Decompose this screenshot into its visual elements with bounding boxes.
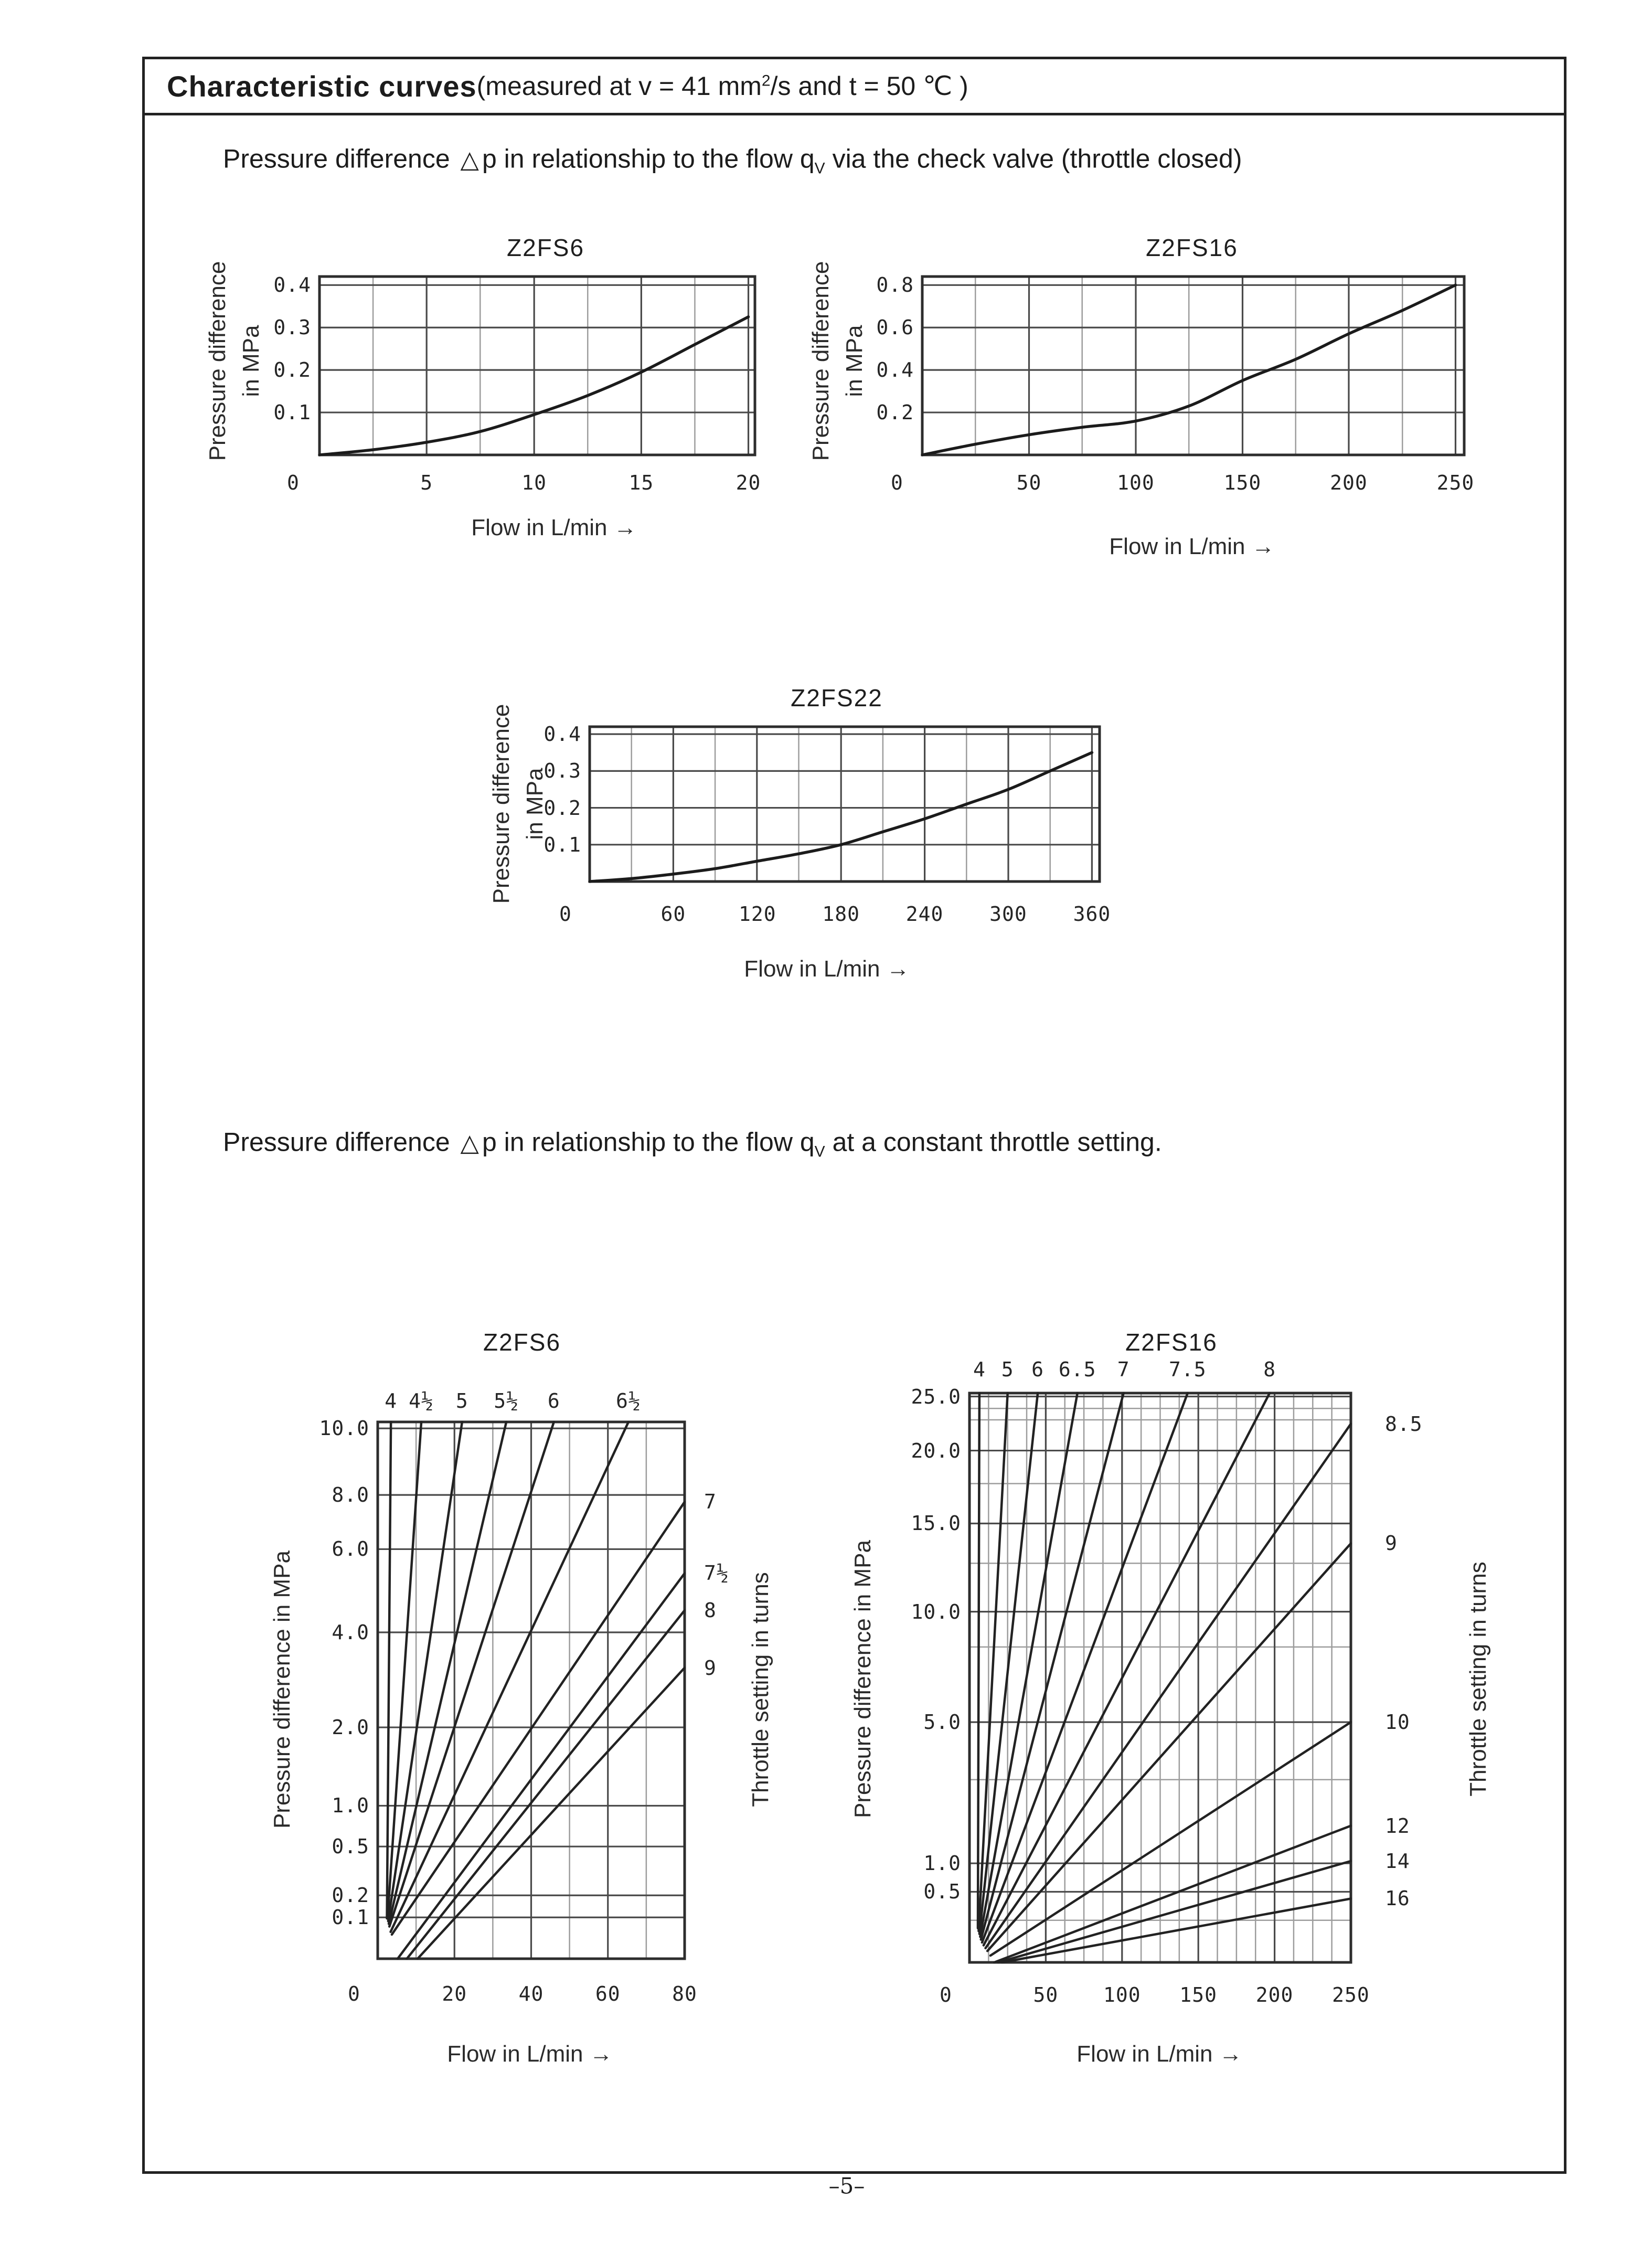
z2fs16-throttle-x-tick-label: 250 <box>1332 1983 1370 2006</box>
z2fs22-check-y-tick-label: 0.3 <box>543 759 581 783</box>
z2fs16-throttle-right-setting-label: 16 <box>1385 1887 1410 1910</box>
z2fs6-throttle-x-tick-label: 60 <box>595 1982 621 2005</box>
z2fs22-check-x-tick-label: 60 <box>660 902 686 926</box>
z2fs16-throttle-setting-line-4 <box>978 1393 979 1928</box>
z2fs16-throttle-x-tick-label: 200 <box>1255 1983 1294 2006</box>
z2fs16-throttle-y-tick-label: 5.0 <box>923 1711 961 1734</box>
z2fs6-throttle-y-tick-label: 2.0 <box>332 1716 369 1739</box>
z2fs6-throttle-y-tick-label: 1.0 <box>332 1794 369 1818</box>
z2fs16-throttle-setting-line-7.5 <box>982 1393 1188 1942</box>
z2fs16-check-y-axis-label: Pressure difference in MPa <box>808 261 867 461</box>
z2fs6-throttle-setting-line-5½ <box>389 1422 506 1924</box>
z2fs6-check-title: Z2FS6 <box>506 234 585 261</box>
z2fs6-check-y-tick-label: 0.2 <box>273 358 311 382</box>
z2fs16-throttle-setting-line-14 <box>998 1861 1351 1962</box>
z2fs16-check-x-tick-label: 100 <box>1117 471 1155 494</box>
z2fs6-throttle-y-tick-label: 0.5 <box>332 1835 369 1858</box>
z2fs6-check-y-tick-label: 0.3 <box>273 316 311 339</box>
z2fs6-throttle-x-tick-label: 20 <box>442 1982 467 2005</box>
z2fs16-throttle-top-setting-label: 7.5 <box>1169 1358 1207 1381</box>
z2fs16-throttle-y-tick-label: 1.0 <box>923 1852 961 1875</box>
z2fs6-throttle-x-axis-label: Flow in L/min → <box>447 2041 613 2067</box>
z2fs16-throttle-x-tick-label: 100 <box>1103 1983 1141 2006</box>
z2fs22-check-x-tick-label: 240 <box>905 902 944 926</box>
z2fs16-throttle-top-setting-label: 4 <box>973 1358 986 1381</box>
z2fs16-check-x-tick-label: 50 <box>1016 471 1042 494</box>
z2fs16-throttle-y-axis-label: Pressure difference in MPa <box>850 1540 876 1818</box>
z2fs6-throttle-top-setting-label: 4 <box>385 1389 398 1412</box>
z2fs6-check-x-tick-label: 15 <box>628 471 654 494</box>
z2fs6-throttle-x-tick-label: 0 <box>348 1982 360 2005</box>
header-subtitle: (measured at v = 41 $mm^2/s$ and t = 50 ℃ ) <box>476 71 968 101</box>
z2fs6-throttle-right-setting-label: 7 <box>704 1490 717 1514</box>
z2fs16-throttle-y-tick-label: 0.5 <box>923 1880 961 1904</box>
z2fs6-throttle-top-setting-label: 4½ <box>409 1389 434 1412</box>
z2fs16-check-y-tick-label: 0.4 <box>876 358 914 382</box>
z2fs6-throttle-setting-line-4 <box>387 1422 391 1918</box>
z2fs16-check-x-tick-label: 250 <box>1436 471 1475 494</box>
z2fs16-throttle-top-setting-label: 6.5 <box>1058 1358 1096 1381</box>
z2fs22-check-x-tick-label: 360 <box>1073 902 1111 926</box>
z2fs16-check-x-tick-label: 0 <box>891 471 903 494</box>
z2fs6-throttle-x-tick-label: 80 <box>672 1982 697 2005</box>
z2fs16-check-x-tick-label: 200 <box>1330 471 1368 494</box>
z2fs6-throttle-top-setting-label: 6½ <box>616 1389 641 1412</box>
z2fs16-throttle-top-setting-label: 8 <box>1263 1358 1276 1381</box>
z2fs16-check-x-tick-label: 150 <box>1223 471 1262 494</box>
z2fs16-check-y-tick-label: 0.2 <box>876 401 914 424</box>
z2fs16-throttle-x-tick-label: 50 <box>1033 1983 1059 2006</box>
z2fs22-check-y-tick-label: 0.2 <box>543 796 581 820</box>
z2fs6-throttle-right-setting-label: 7½ <box>704 1562 729 1585</box>
z2fs22-check-x-tick-label: 0 <box>559 902 572 926</box>
z2fs6-check-y-tick-label: 0.1 <box>273 401 311 424</box>
z2fs6-throttle-setting-line-8 <box>407 1610 685 1959</box>
z2fs22-check-x-axis-label: Flow in L/min → <box>744 956 910 982</box>
page-number: –5– <box>828 2173 865 2199</box>
z2fs16-throttle-setting-line-9 <box>987 1543 1351 1951</box>
z2fs6-throttle-top-setting-label: 5½ <box>494 1389 519 1412</box>
z2fs16-throttle-setting-line-16 <box>1002 1898 1351 1962</box>
z2fs16-throttle-right-setting-label: 9 <box>1385 1532 1398 1555</box>
z2fs6-check-x-tick-label: 0 <box>287 471 300 494</box>
delta-triangle-symbol: △ <box>460 1129 479 1156</box>
z2fs6-check-plot <box>315 272 759 459</box>
z2fs6-throttle-y-tick-label: 0.2 <box>332 1884 369 1907</box>
z2fs16-throttle-y-tick-label: 20.0 <box>911 1439 961 1462</box>
z2fs6-throttle-title: Z2FS6 <box>483 1329 561 1356</box>
z2fs16-throttle-x-tick-label: 150 <box>1179 1983 1218 2006</box>
header <box>145 59 1564 115</box>
z2fs6-throttle-plot <box>374 1418 689 1963</box>
z2fs16-check-y-tick-label: 0.6 <box>876 316 914 339</box>
section-title-check-valve: Pressure difference △ p in relationship to the flow $q_V$ via the check valve (throttle closed) <box>223 144 1242 177</box>
z2fs6-throttle-y-tick-label: 6.0 <box>332 1537 369 1561</box>
z2fs16-throttle-right-setting-label: 10 <box>1385 1711 1410 1734</box>
z2fs6-throttle-y-tick-label: 4.0 <box>332 1621 369 1644</box>
z2fs22-check-x-tick-label: 300 <box>989 902 1027 926</box>
z2fs16-throttle-y-tick-label: 25.0 <box>911 1385 961 1408</box>
z2fs6-throttle-right-setting-label: 8 <box>704 1599 717 1622</box>
z2fs22-check-y-tick-label: 0.1 <box>543 833 581 856</box>
z2fs16-throttle-right-setting-label: 8.5 <box>1385 1412 1423 1436</box>
z2fs16-throttle-top-setting-label: 6 <box>1031 1358 1045 1381</box>
z2fs16-throttle-y-tick-label: 10.0 <box>911 1600 961 1623</box>
z2fs16-throttle-top-setting-label: 7 <box>1117 1358 1130 1381</box>
z2fs6-check-x-axis-label: Flow in L/min → <box>471 515 637 540</box>
z2fs6-check-x-tick-label: 20 <box>736 471 761 494</box>
z2fs16-check-y-tick-label: 0.8 <box>876 273 914 297</box>
z2fs6-throttle-x-tick-label: 40 <box>518 1982 544 2005</box>
z2fs16-check-title: Z2FS16 <box>1146 234 1238 261</box>
z2fs6-throttle-right-setting-label: 9 <box>704 1656 717 1680</box>
z2fs6-throttle-setting-line-9 <box>418 1668 685 1959</box>
z2fs6-check-x-tick-label: 5 <box>420 471 433 494</box>
z2fs6-throttle-top-setting-label: 6 <box>547 1389 560 1412</box>
z2fs6-throttle-y-tick-label: 10.0 <box>319 1417 369 1440</box>
z2fs6-throttle-right-axis-label: Throttle setting in turns <box>748 1572 774 1807</box>
z2fs16-throttle-plot <box>965 1389 1355 1967</box>
z2fs6-throttle-y-axis-label: Pressure difference in MPa <box>269 1550 295 1829</box>
z2fs16-check-x-axis-label: Flow in L/min → <box>1109 534 1275 559</box>
z2fs16-check-plot <box>918 272 1468 459</box>
z2fs16-throttle-x-axis-label: Flow in L/min → <box>1077 2041 1242 2067</box>
z2fs22-check-y-axis-label: Pressure difference in MPa <box>488 704 548 904</box>
z2fs16-throttle-setting-line-12 <box>994 1826 1351 1962</box>
z2fs6-throttle-top-setting-label: 5 <box>455 1389 468 1412</box>
z2fs16-throttle-right-axis-label: Throttle setting in turns <box>1465 1562 1491 1797</box>
z2fs6-check-y-axis-label: Pressure difference in MPa <box>205 261 264 461</box>
z2fs16-throttle-top-setting-label: 5 <box>1001 1358 1014 1381</box>
z2fs6-check-x-tick-label: 10 <box>521 471 547 494</box>
z2fs16-throttle-title: Z2FS16 <box>1125 1329 1218 1356</box>
z2fs16-throttle-right-setting-label: 14 <box>1385 1849 1410 1873</box>
z2fs6-throttle-y-tick-label: 8.0 <box>332 1483 369 1507</box>
page-title: Characteristic curves <box>167 69 477 103</box>
z2fs16-throttle-x-tick-label: 0 <box>940 1983 952 2006</box>
z2fs6-check-y-tick-label: 0.4 <box>273 273 311 297</box>
delta-triangle-symbol: △ <box>460 145 479 173</box>
z2fs22-check-plot <box>585 723 1104 886</box>
section-title-throttle: Pressure difference △ p in relationship to the flow $q_V$ at a constant throttle setting. <box>223 1127 1162 1161</box>
z2fs16-throttle-y-tick-label: 15.0 <box>911 1512 961 1535</box>
z2fs6-throttle-setting-line-6 <box>389 1422 554 1927</box>
z2fs6-throttle-setting-line-6½ <box>391 1422 628 1932</box>
z2fs22-check-x-tick-label: 180 <box>822 902 860 926</box>
z2fs22-check-y-tick-label: 0.4 <box>543 723 581 746</box>
z2fs16-throttle-setting-line-8.5 <box>986 1424 1351 1948</box>
z2fs16-throttle-right-setting-label: 12 <box>1385 1814 1410 1838</box>
z2fs6-throttle-y-tick-label: 0.1 <box>332 1906 369 1929</box>
z2fs22-check-title: Z2FS22 <box>791 684 883 711</box>
z2fs22-check-x-tick-label: 120 <box>738 902 776 926</box>
